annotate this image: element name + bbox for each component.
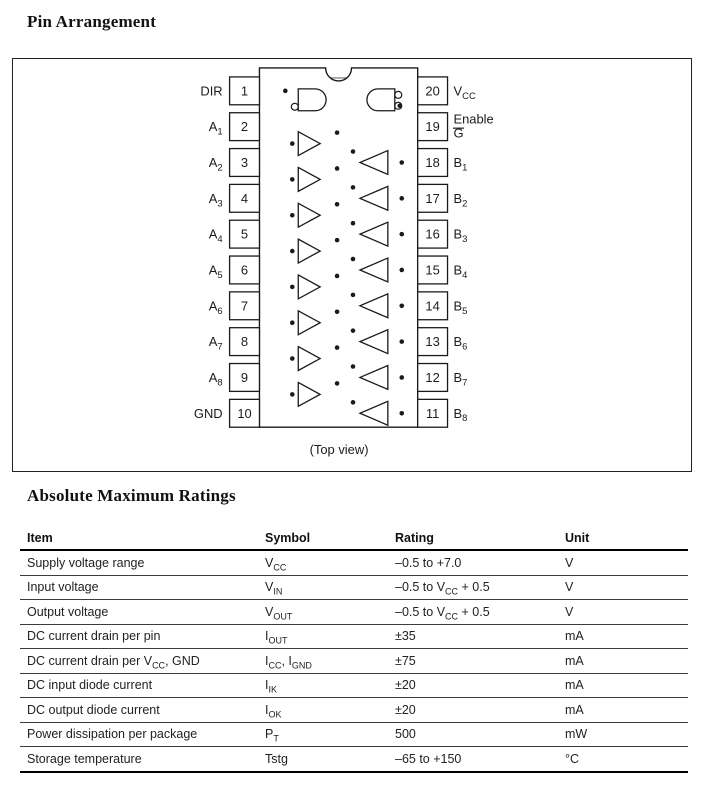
junction-dot — [335, 238, 340, 243]
junction-dot — [399, 196, 404, 201]
pin-number: 3 — [240, 154, 249, 170]
pin-number: 19 — [425, 119, 440, 135]
pin-number: 10 — [237, 405, 252, 421]
pin-label: $A_8$ — [208, 369, 223, 389]
pin-number: 1 — [240, 83, 249, 99]
pin-label: $B_8$ — [453, 405, 468, 425]
unit-cell: mA — [565, 673, 688, 698]
table-header-row — [20, 527, 688, 550]
symbol-cell: $V_{CC}$ — [265, 550, 395, 575]
junction-dot — [351, 185, 356, 190]
junction-dot — [283, 89, 288, 94]
junction-dot — [290, 177, 295, 182]
symbol-cell: $I_{OK}$ — [265, 698, 395, 723]
item-cell: DC output diode current — [20, 698, 265, 723]
junction-dot — [351, 221, 356, 226]
section-title-absolute-maximum-ratings: Absolute Maximum Ratings — [27, 486, 236, 505]
unit-cell: mA — [565, 698, 688, 723]
item-cell: Output voltage — [20, 600, 265, 625]
junction-dot — [290, 285, 295, 290]
pin-label: $A_6$ — [208, 298, 223, 317]
junction-dot — [335, 309, 340, 314]
junction-dot — [351, 328, 356, 333]
pin-label: $B_4$ — [453, 262, 468, 281]
junction-dot — [399, 411, 404, 416]
and-gate-right — [367, 89, 395, 111]
symbol-cell: $V_{IN}$ — [265, 575, 395, 600]
pin-label: $A_4$ — [208, 226, 223, 246]
pin-number: 8 — [240, 334, 249, 350]
item-cell: DC current drain per $V_{CC}$, GND — [20, 649, 265, 674]
pin-number: 6 — [240, 262, 249, 278]
junction-dot — [351, 257, 356, 262]
unit-cell: V — [565, 600, 688, 625]
junction-dot — [290, 356, 295, 361]
pin-label: DIR — [200, 83, 223, 99]
rating-cell: –0.5 to $V_{CC} + 0.5$ — [395, 600, 565, 625]
table-row — [20, 698, 688, 723]
table-row — [20, 722, 688, 747]
junction-dot — [335, 381, 340, 386]
pin-label: $B_7$ — [453, 369, 468, 389]
and-gate-left — [298, 89, 326, 111]
item-cell: Power dissipation per package — [20, 722, 265, 747]
ic-body — [259, 68, 417, 427]
pin-number: 13 — [425, 334, 440, 350]
junction-dot — [351, 400, 356, 405]
unit-cell: °C — [565, 747, 688, 772]
pin-label: $B_5$ — [453, 298, 468, 317]
junction-dot — [335, 345, 340, 350]
junction-dot — [351, 364, 356, 369]
table-row — [20, 747, 688, 772]
item-cell: Supply voltage range — [20, 550, 265, 575]
symbol-cell: $V_{OUT}$ — [265, 600, 395, 625]
junction-dot — [397, 103, 402, 108]
item-cell: Storage temperature — [20, 747, 265, 772]
pin-diagram-figure — [12, 58, 692, 472]
pin-label: Enable — [453, 111, 494, 127]
rating-cell: ±20 — [395, 698, 565, 723]
pin-number: 9 — [240, 369, 249, 385]
table-row — [20, 575, 688, 600]
pin-number: 7 — [240, 298, 249, 314]
pin-label: $B_3$ — [453, 226, 468, 246]
pin-number: 2 — [240, 119, 249, 135]
symbol-cell: $I_{CC}$, $I_{GND}$ — [265, 649, 395, 674]
unit-cell: V — [565, 550, 688, 575]
pin-label: $V_{CC}$ — [453, 83, 476, 102]
junction-dot — [335, 202, 340, 207]
rating-cell: –0.5 to $V_{CC} + 0.5$ — [395, 575, 565, 600]
item-cell: Input voltage — [20, 575, 265, 600]
ratings-table — [20, 527, 688, 773]
item-cell: DC current drain per pin — [20, 624, 265, 649]
pin-label: GND — [193, 405, 223, 421]
pin-diagram-svg — [13, 59, 691, 471]
pin-number: 4 — [240, 190, 249, 206]
top-view-caption: (Top view) — [309, 442, 369, 458]
junction-dot — [399, 160, 404, 165]
inverter-bubble — [291, 103, 298, 110]
pin-number: 11 — [425, 405, 440, 421]
symbol-cell: $I_{OUT}$ — [265, 624, 395, 649]
pin-number: 17 — [425, 190, 440, 206]
unit-cell: mA — [565, 624, 688, 649]
junction-dot — [399, 304, 404, 309]
junction-dot — [290, 392, 295, 397]
junction-dot — [399, 339, 404, 344]
symbol-cell: Tstg — [265, 747, 395, 772]
pin-label: $A_2$ — [208, 154, 223, 174]
page-title-pin-arrangement: Pin Arrangement — [27, 12, 157, 31]
pin-number: 12 — [425, 369, 440, 385]
pin-label: $B_2$ — [453, 190, 468, 210]
table-row — [20, 649, 688, 674]
table-header-unit: Unit — [565, 527, 688, 550]
rating-cell: ±20 — [395, 673, 565, 698]
pin-label: $A_7$ — [208, 334, 223, 353]
table-row — [20, 550, 688, 575]
rating-cell: ±75 — [395, 649, 565, 674]
pin-number: 15 — [425, 262, 440, 278]
symbol-cell: $P_T$ — [265, 722, 395, 747]
table-header-item: Item — [20, 527, 265, 550]
junction-dot — [351, 293, 356, 298]
junction-dot — [290, 141, 295, 146]
unit-cell: mA — [565, 649, 688, 674]
junction-dot — [335, 166, 340, 171]
junction-dot — [335, 274, 340, 279]
rating-cell: –0.5 to +7.0 — [395, 550, 565, 575]
junction-dot — [399, 268, 404, 273]
table-row — [20, 624, 688, 649]
table-row — [20, 600, 688, 625]
junction-dot — [399, 232, 404, 237]
table-header-rating: Rating — [395, 527, 565, 550]
pin-number: 16 — [425, 226, 440, 242]
junction-dot — [290, 320, 295, 325]
symbol-cell: $I_{IK}$ — [265, 673, 395, 698]
pin-number: 5 — [240, 226, 249, 242]
rating-cell: 500 — [395, 722, 565, 747]
pin-label: G — [453, 125, 464, 141]
junction-dot — [335, 130, 340, 135]
table-header-symbol: Symbol — [265, 527, 395, 550]
pin-number: 18 — [425, 154, 440, 170]
rating-cell: ±35 — [395, 624, 565, 649]
pin-label: $A_5$ — [208, 262, 223, 281]
pin-label: $B_1$ — [453, 154, 468, 174]
table-row — [20, 673, 688, 698]
pin-number: 20 — [425, 83, 440, 99]
unit-cell: mW — [565, 722, 688, 747]
pin-label: $B_6$ — [453, 334, 468, 353]
pin-number: 14 — [425, 298, 440, 314]
rating-cell: –65 to +150 — [395, 747, 565, 772]
junction-dot — [351, 149, 356, 154]
junction-dot — [290, 213, 295, 218]
unit-cell: V — [565, 575, 688, 600]
junction-dot — [290, 249, 295, 254]
junction-dot — [399, 375, 404, 380]
item-cell: DC input diode current — [20, 673, 265, 698]
pin-label: $A_1$ — [208, 119, 223, 138]
ic-package-outline — [259, 68, 417, 427]
pin-label: $A_3$ — [208, 190, 223, 210]
inverter-bubble — [395, 91, 402, 98]
